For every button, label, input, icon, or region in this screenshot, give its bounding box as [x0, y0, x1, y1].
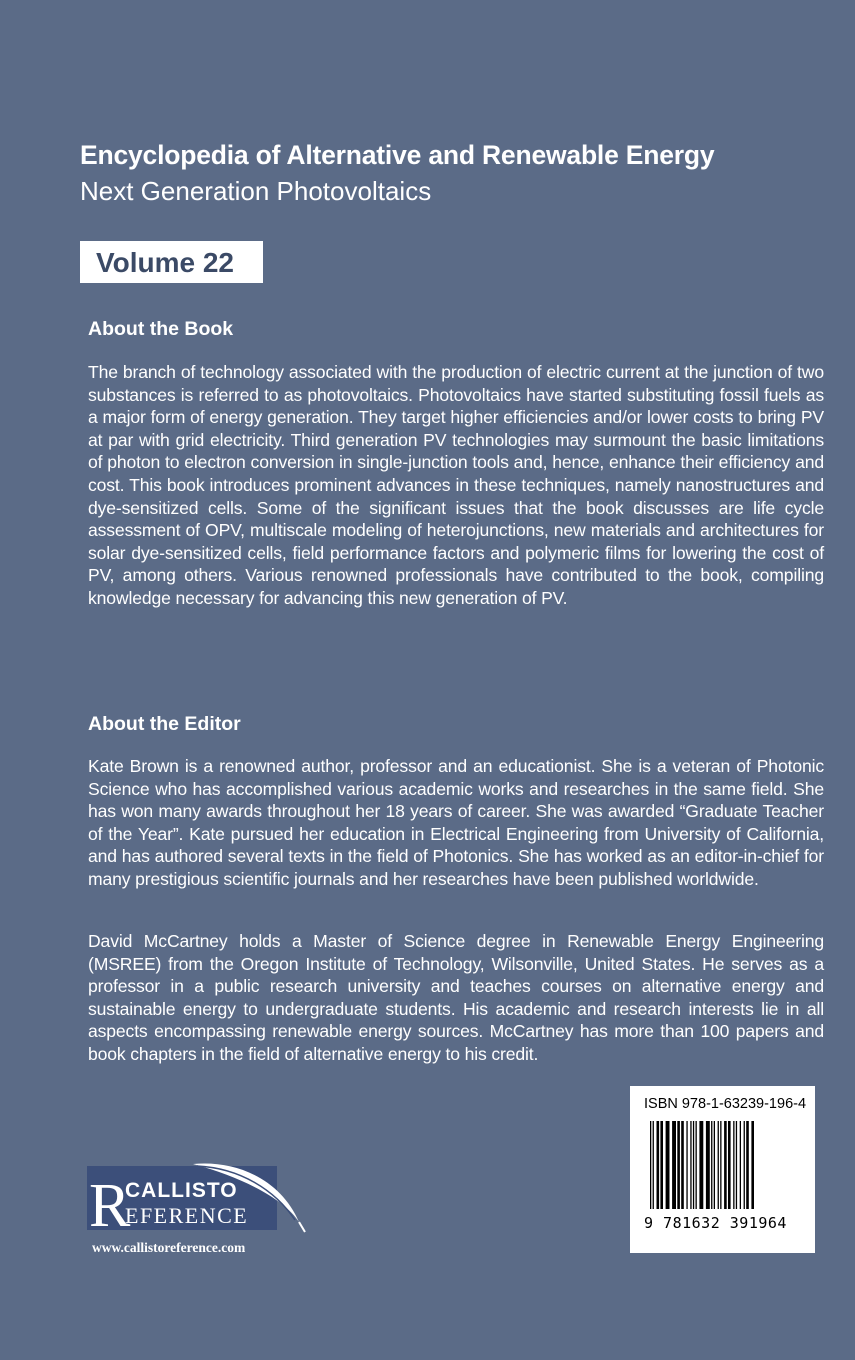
barcode-bar: [666, 1121, 670, 1209]
barcode-digits: 9 781632 391964: [644, 1214, 787, 1232]
callisto-reference-logo: [85, 1160, 310, 1238]
barcode-bar: [677, 1121, 680, 1209]
isbn-barcode-panel: [630, 1086, 815, 1253]
barcode-bar: [686, 1121, 687, 1209]
barcode-bar: [657, 1121, 660, 1209]
barcode-bar: [672, 1121, 676, 1209]
barcode-bar: [706, 1121, 710, 1209]
about-book-heading: About the Book: [88, 318, 234, 340]
editor-bio-david-mccartney: David McCartney holds a Master of Science degree in Renewable Energy Engineering (MSREE) from the Oregon Institute of Technology, Wilsonville, United States. He serves as a professor in a public research university and teaches courses on alternative energy and sustainable energy to undergraduate students. His academic and research interests lie in all aspects encompassing renewable energy sources. McCartney has more than 100 papers and book chapters in the field of alternative energy to his credit.: [88, 931, 824, 1064]
barcode-bar: [690, 1121, 691, 1209]
barcode-bar: [693, 1121, 694, 1209]
publisher-website: www.callistoreference.com: [92, 1240, 246, 1255]
barcode-bar: [699, 1121, 703, 1209]
about-book-text: The branch of technology associated with the production of electric current at the junction of two substances is referred to as photovoltaics. Photovoltaics have started substituting fossil fuels as a major form of energy generation. They target higher efficiencies and/or lower costs to bring PV at par with grid electricity. Third generation PV technologies may surmount the basic limitations of photon to electron conversion in single-junction tools and, hence, enhance their efficiency and cost. This book introduces prominent advances in these techniques, namely nanostructures and dye-sensitized cells. Some of the significant issues that the book discusses are life cycle assessment of OPV, multiscale modeling of heterojunctions, new materials and architectures for solar dye-sensitized cells, field performance factors and polymeric films for lowering the cost of PV, among others. Various renowned professionals have contributed to the book, compiling knowledge necessary for advancing this new generation of PV.: [88, 362, 824, 608]
barcode-bar: [744, 1121, 745, 1209]
barcode-bar: [728, 1121, 731, 1209]
barcode-bar: [696, 1121, 697, 1209]
barcode-bar: [740, 1121, 741, 1209]
barcode-bar: [714, 1121, 715, 1209]
barcode-bar: [650, 1121, 651, 1209]
isbn-number: ISBN 978-1-63239-196-4: [644, 1096, 807, 1112]
barcode-bar: [736, 1121, 737, 1209]
barcode-bar: [751, 1121, 754, 1209]
barcode-bar: [746, 1121, 749, 1209]
volume-badge: Volume 22: [80, 241, 263, 283]
book-subtitle: Next Generation Photovoltaics: [80, 176, 432, 206]
barcode-bar: [653, 1121, 654, 1209]
barcode-bar: [733, 1121, 734, 1209]
logo-word-callisto: CALLISTO: [125, 1179, 238, 1202]
barcode-bar: [718, 1121, 719, 1209]
barcode-bar: [711, 1121, 712, 1209]
book-title: Encyclopedia of Alternative and Renewable Energy: [80, 140, 715, 170]
barcode-bar: [681, 1121, 684, 1209]
barcode-bar: [660, 1121, 663, 1209]
editor-bio-kate-brown: Kate Brown is a renowned author, professor and an educationist. She is a veteran of Photonic Science who has accomplished various academic works and researches in the same field. She has won many awards throughout her 18 years of career. She was awarded “Graduate Teacher of the Year”. Kate pursued her education in Electrical Engineering from University of California, and has authored several texts in the field of Photonics. She has worked as an editor-in-chief for many prestigious scientific journals and her researches have been published worldwide.: [88, 756, 824, 889]
logo-word-eference: EFERENCE: [125, 1203, 249, 1228]
barcode-bar: [720, 1121, 721, 1209]
barcode-bar: [724, 1121, 727, 1209]
quill-tip-icon: [299, 1222, 305, 1232]
barcode-icon: [650, 1121, 795, 1213]
about-editor-heading: About the Editor: [88, 713, 241, 735]
logo-letter-r: R: [89, 1172, 131, 1238]
